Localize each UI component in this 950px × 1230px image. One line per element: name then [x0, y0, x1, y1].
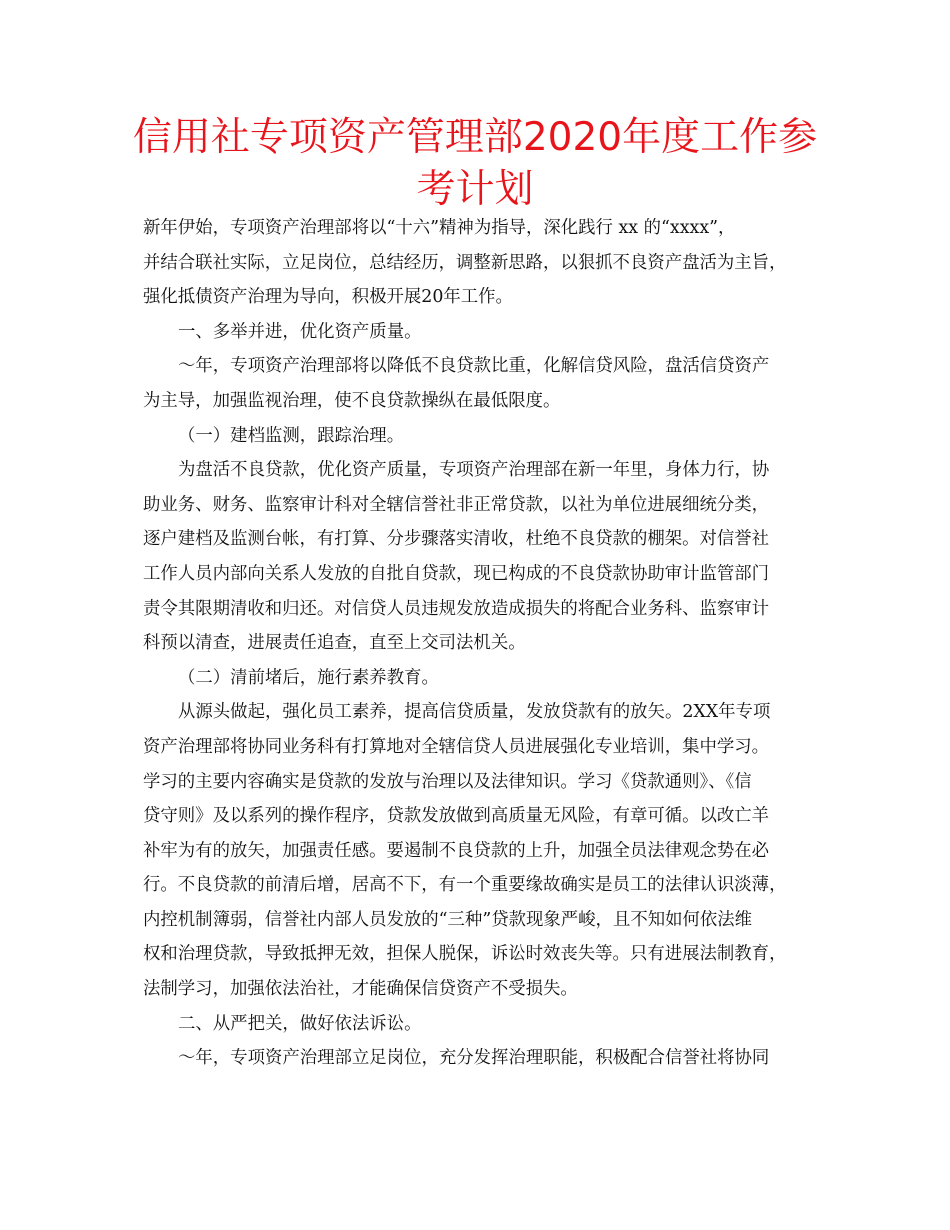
paragraph-line: 为主导，加强监视治理，使不良贷款操纵在最低限度。 — [143, 390, 561, 411]
paragraph-line: 强化抵债资产治理为导向，积极开展20年工作。 — [143, 287, 513, 308]
section-heading: 一、多举并进，优化资产质量。 — [178, 321, 422, 342]
paragraph-line: 权和治理贷款，导致抵押无效，担保人脱保，诉讼时效丧失等。只有进展法制教育， — [143, 944, 787, 965]
subsection-heading: （二）清前堵后，施行素养教育。 — [178, 667, 439, 688]
paragraph-line: 为盘活不良贷款，优化资产质量，专项资产治理部在新一年里，身体力行，协 — [178, 460, 770, 481]
paragraph-line: 行。不良贷款的前清后增，居高不下，有一个重要缘故确实是员工的法律认识淡薄， — [143, 875, 787, 896]
subsection-heading: （一）建档监测，跟踪治理。 — [178, 425, 405, 446]
paragraph-line: 新年伊始，专项资产治理部将以“十六”精神为指导，深化践行 xx 的“xxxx”， — [143, 218, 736, 238]
paragraph-line: 资产治理部将协同业务科有打算地对全辖信贷人员进展强化专业培训，集中学习。 — [143, 736, 770, 757]
paragraph-line: 法制学习，加强依法治社，才能确保信贷资产不受损失。 — [143, 979, 578, 1000]
paragraph-line: 责令其限期清收和归还。对信贷人员违规发放造成损失的将配合业务科、监察审计 — [143, 598, 770, 619]
paragraph-line: 贷守则》及以系列的操作程序，贷款发放做到高质量无风险，有章可循。以改亡羊 — [143, 806, 770, 827]
paragraph-line: ～年，专项资产治理部立足岗位，充分发挥治理职能，积极配合信誉社将协同 — [178, 1048, 770, 1069]
document-body — [143, 211, 833, 1076]
paragraph-line: 逐户建档及监测台帐，有打算、分步骤落实清收，杜绝不良贷款的棚架。对信誉社 — [143, 529, 770, 550]
paragraph-line: 助业务、财务、监察审计科对全辖信誉社非正常贷款，以社为单位进展细统分类， — [143, 494, 770, 515]
section-heading: 二、从严把关，做好依法诉讼。 — [178, 1013, 422, 1034]
paragraph-line: 学习的主要内容确实是贷款的发放与治理以及法律知识。学习《贷款通则》、《信 — [143, 771, 752, 792]
paragraph-line: 补牢为有的放矢，加强责任感。要遏制不良贷款的上升，加强全员法律观念势在必 — [143, 840, 770, 861]
paragraph-line: 科预以清查，进展责任追查，直至上交司法机关。 — [143, 633, 526, 654]
paragraph-line: 从源头做起，强化员工素养，提高信贷质量，发放贷款有的放矢。2XX年专项 — [178, 702, 771, 723]
paragraph-line: 内控机制簿弱，信誉社内部人员发放的“三种”贷款现象严峻，且不知如何依法维 — [143, 909, 753, 930]
document-title: 信用社专项资产管理部2020年度工作参考计划 — [132, 115, 818, 212]
paragraph-line: 工作人员内部向关系人发放的自批自贷款，现已构成的不良贷款协助审计监管部门 — [143, 563, 770, 584]
paragraph-line: 并结合联社实际，立足岗位，总结经历，调整新思路，以狠抓不良资产盘活为主旨， — [143, 252, 787, 273]
paragraph-line: ～年，专项资产治理部将以降低不良贷款比重，化解信贷风险，盘活信贷资产 — [178, 356, 770, 377]
